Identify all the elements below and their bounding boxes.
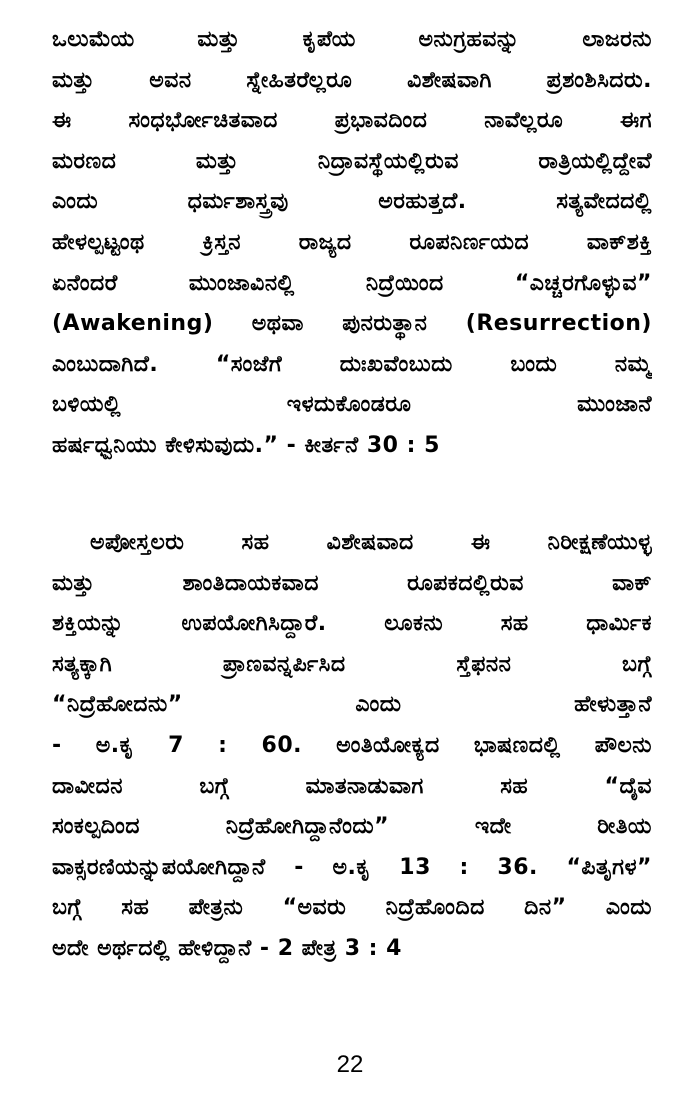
text-line: ಸತ್ಯಕ್ಕಾಗಿ ಪ್ರಾಣವನ್ನರ್ಪಿಸಿದ ಸ್ತೆಫನನ ಬಗ್ಗೆ: [52, 651, 652, 677]
page-number: 22: [336, 1051, 364, 1078]
paragraph-2: [52, 523, 652, 970]
text-line: (Awakening) ಅಥವಾ ಪುನರುತ್ಥಾನ (Resurrection): [52, 311, 652, 337]
text-line: ಹೇಳಲ್ಪಟ್ಟಂಥ ಕ್ರಿಸ್ತನ ರಾಜ್ಯದ ರೂಪನಿರ್ಣಯದ ವಾಕ್‌ಶಕ್ತಿ: [52, 229, 652, 255]
text-line: ಸಂಕಲ್ಪದಿಂದ ನಿದ್ರೆಹೋಗಿದ್ದಾನೆಂದು” ಇದೇ ರೀತಿಯ: [52, 814, 652, 840]
paragraph-1: [52, 20, 652, 467]
text-line: ಏನೆಂದರೆ ಮುಂಜಾವಿನಲ್ಲಿ ನಿದ್ರೆಯಿಂದ “ಎಚ್ಚರಗೊಳ್ಳುವ”: [52, 270, 652, 296]
text-line: ಎಂಬುದಾಗಿದೆ. “ಸಂಜೆಗೆ ದುಃಖವೆಂಬುದು ಬಂದು ನಮ್ಮ: [52, 351, 652, 377]
text-line: ಬಗ್ಗೆ ಸಹ ಪೇತ್ರನು “ಅವರು ನಿದ್ರೆಹೊಂದಿದ ದಿನ” ಎಂದು: [52, 895, 652, 921]
text-line: ಅಪೋಸ್ತಲರು ಸಹ ವಿಶೇಷವಾದ ಈ ನಿರೀಕ್ಷಣೆಯುಳ್ಳ: [90, 530, 652, 555]
text-line: ಶಕ್ತಿಯನ್ನು ಉಪಯೋಗಿಸಿದ್ದಾರೆ. ಲೂಕನು ಸಹ ಧಾರ್ಮಿಕ: [52, 611, 652, 637]
text-line: ಅದೇ ಅರ್ಥದಲ್ಲಿ ಹೇಳಿದ್ದಾನೆ - 2 ಪೇತ್ರ 3 : 4: [52, 935, 402, 961]
text-line: ಮತ್ತು ಶಾಂತಿದಾಯಕವಾದ ರೂಪಕದಲ್ಲಿರುವ ವಾಕ್: [52, 570, 652, 596]
text-line: ಒಲುಮೆಯ ಮತ್ತು ಕೃಪೆಯ ಅನುಗ್ರಹವನ್ನು ಲಾಜರನು: [52, 27, 652, 52]
text-line: ಮತ್ತು ಅವನ ಸ್ನೇಹಿತರೆಲ್ಲರೂ ವಿಶೇಷವಾಗಿ ಪ್ರಶಂಶಿಸಿದರು.: [52, 67, 652, 93]
text-line: ಎಂದು ಧರ್ಮಶಾಸ್ತ್ರವು ಅರಹುತ್ತದೆ. ಸತ್ಯವೇದದಲ್ಲಿ: [52, 189, 652, 215]
text-line: - ಅ.ಕೃ 7 : 60. ಅಂತಿಯೋಕ್ಯದ ಭಾಷಣದಲ್ಲಿ ಪೌಲನು: [52, 732, 652, 758]
text-line: ಬಳಿಯಲ್ಲಿ ಇಳದುಕೊಂಡರೂ ಮುಂಜಾನೆ: [52, 392, 652, 418]
text-line: ಮರಣದ ಮತ್ತು ನಿದ್ರಾವಸ್ಥೆಯಲ್ಲಿರುವ ರಾತ್ರಿಯಲ್ಲಿದ್ದೇವೆ: [52, 148, 652, 174]
text-line: ದಾವೀದನ ಬಗ್ಗೆ ಮಾತನಾಡುವಾಗ ಸಹ “ದೈವ: [52, 773, 652, 799]
text-line: ವಾಕ್ಸರಣಿಯನ್ನುಪಯೋಗಿದ್ದಾನೆ - ಅ.ಕೃ 13 : 36. “ಪಿತೃಗಳ”: [52, 854, 652, 880]
text-line: ಹರ್ಷಧ್ವನಿಯು ಕೇಳಿಸುವುದು.” - ಕೀರ್ತನೆ 30 : 5: [52, 432, 440, 458]
text-line: “ನಿದ್ರೆಹೋದನು” ಎಂದು ಹೇಳುತ್ತಾನೆ: [52, 692, 652, 718]
text-line: ಈ ಸಂಧರ್ಭೋಚಿತವಾದ ಪ್ರಭಾವದಿಂದ ನಾವೆಲ್ಲರೂ ಈಗ: [52, 108, 652, 134]
